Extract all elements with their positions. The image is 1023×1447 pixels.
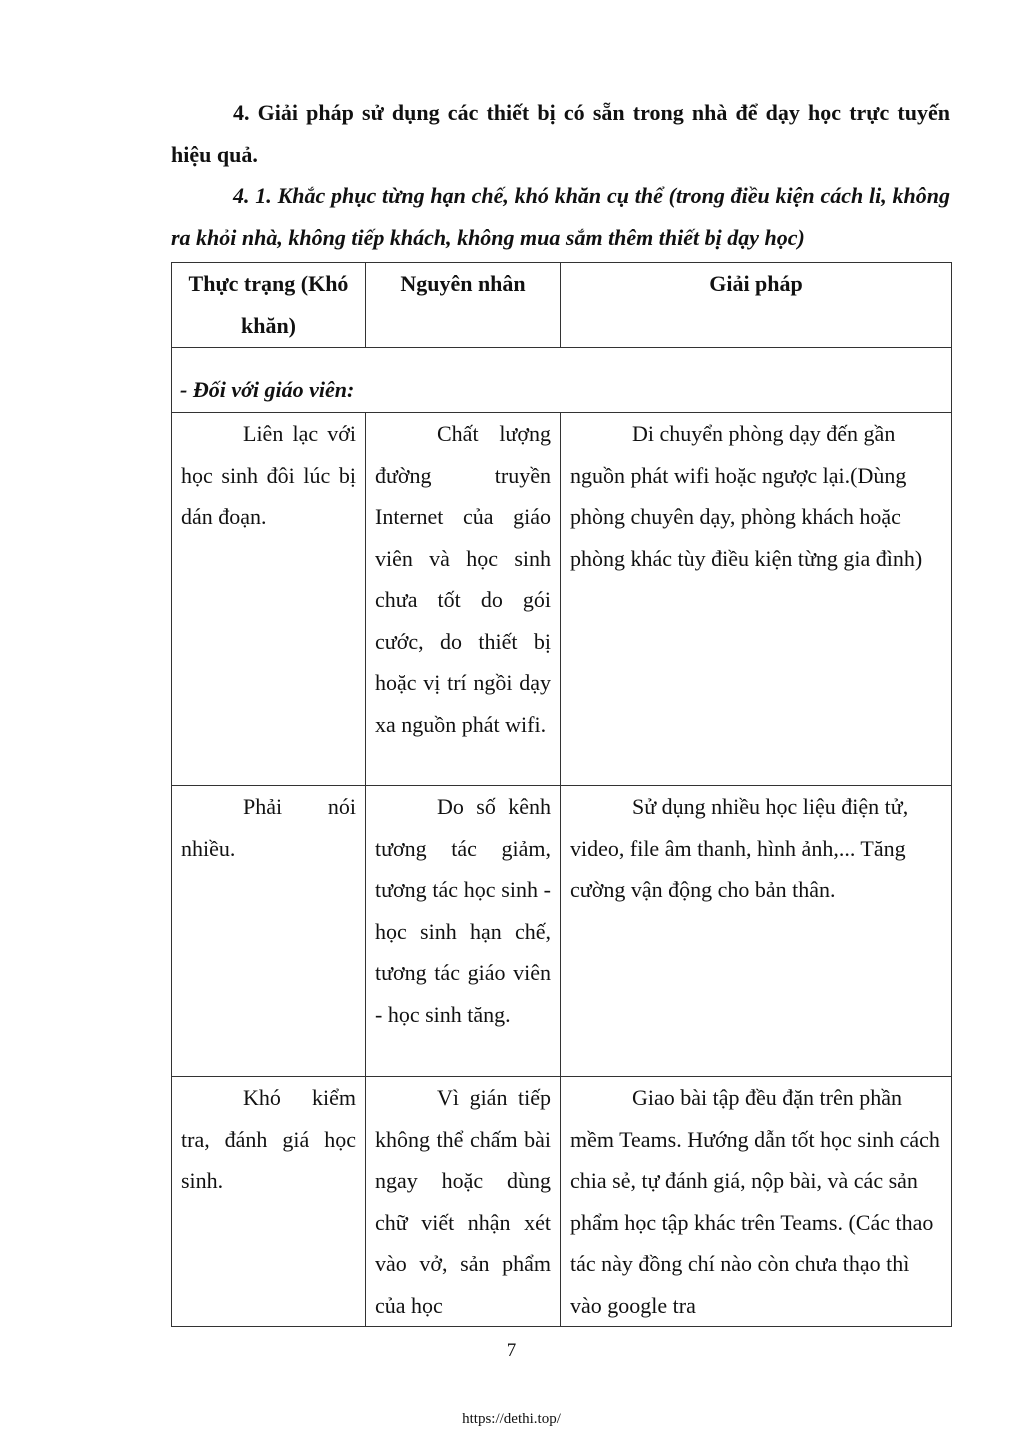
section-label: - Đối với giáo viên: [180, 377, 355, 402]
cause-text: Vì gián tiếp không thể chấm bài ngay hoặc dùng chữ viết nhận xét vào vở, sản phẩm của học [375, 1085, 551, 1318]
solution-text: Di chuyển phòng dạy đến gần nguồn phát wifi hoặc ngược lại.(Dùng phòng chuyên dạy, phòng khách hoặc phòng khác tùy điều kiện từng gia đình) [570, 421, 923, 571]
cause-cell [366, 1077, 561, 1327]
cause-cell [366, 413, 561, 786]
issue-cell [172, 786, 366, 1077]
cause-text: Do số kênh tương tác giảm, tương tác học sinh - học sinh hạn chế, tương tác giáo viên - học sinh tăng. [375, 794, 551, 1027]
page-number: 7 [506, 1340, 517, 1361]
section-title: 4. Giải pháp sử dụng các thiết bị có sẵn trong nhà để dạy học trực tuyến hiệu quả. [171, 100, 950, 167]
subsection-title: 4. 1. Khắc phục từng hạn chế, khó khăn cụ thể (trong điều kiện cách li, không ra khỏi nhà, không tiếp khách, không mua sắm thêm thiết bị dạy học) [171, 183, 950, 250]
issue-text: Khó kiểm tra, đánh giá học sinh. [181, 1085, 356, 1193]
solutions-table [171, 262, 952, 1327]
issue-cell [172, 1077, 366, 1327]
subsection-heading [171, 175, 950, 258]
solution-cell [561, 413, 952, 786]
solution-cell [561, 1077, 952, 1327]
section-label-cell [172, 348, 952, 413]
solution-cell [561, 786, 952, 1077]
section-heading [171, 92, 950, 175]
table-header-row [172, 263, 952, 348]
solution-text: Giao bài tập đều đặn trên phần mềm Teams. Hướng dẫn tốt học sinh cách chia sẻ, tự đánh giá, nộp bài, và các sản phẩm học tập khác trên Teams. (Các thao tác này đồng chí nào còn chưa thạo thì vào google tra [570, 1085, 940, 1318]
footer-url: https://dethi.top/ [462, 1411, 561, 1427]
cause-text: Chất lượng đường truyền Internet của giáo viên và học sinh chưa tốt do gói cước, do thiết bị hoặc vị trí ngồi dạy xa nguồn phát wifi. [375, 421, 551, 737]
solution-text: Sử dụng nhiều học liệu điện tử, video, file âm thanh, hình ảnh,... Tăng cường vận động cho bản thân. [570, 794, 909, 902]
header-solution: Giải pháp [561, 263, 952, 348]
cause-cell [366, 786, 561, 1077]
section-row-teachers [172, 348, 952, 413]
header-cause: Nguyên nhân [366, 263, 561, 348]
issue-cell [172, 413, 366, 786]
header-issue: Thực trạng (Khó khăn) [172, 263, 366, 348]
table-row [172, 1077, 952, 1327]
table-row [172, 413, 952, 786]
issue-text: Liên lạc với học sinh đôi lúc bị dán đoạn. [181, 421, 356, 529]
issue-text: Phải nói nhiều. [181, 794, 356, 861]
table-row [172, 786, 952, 1077]
